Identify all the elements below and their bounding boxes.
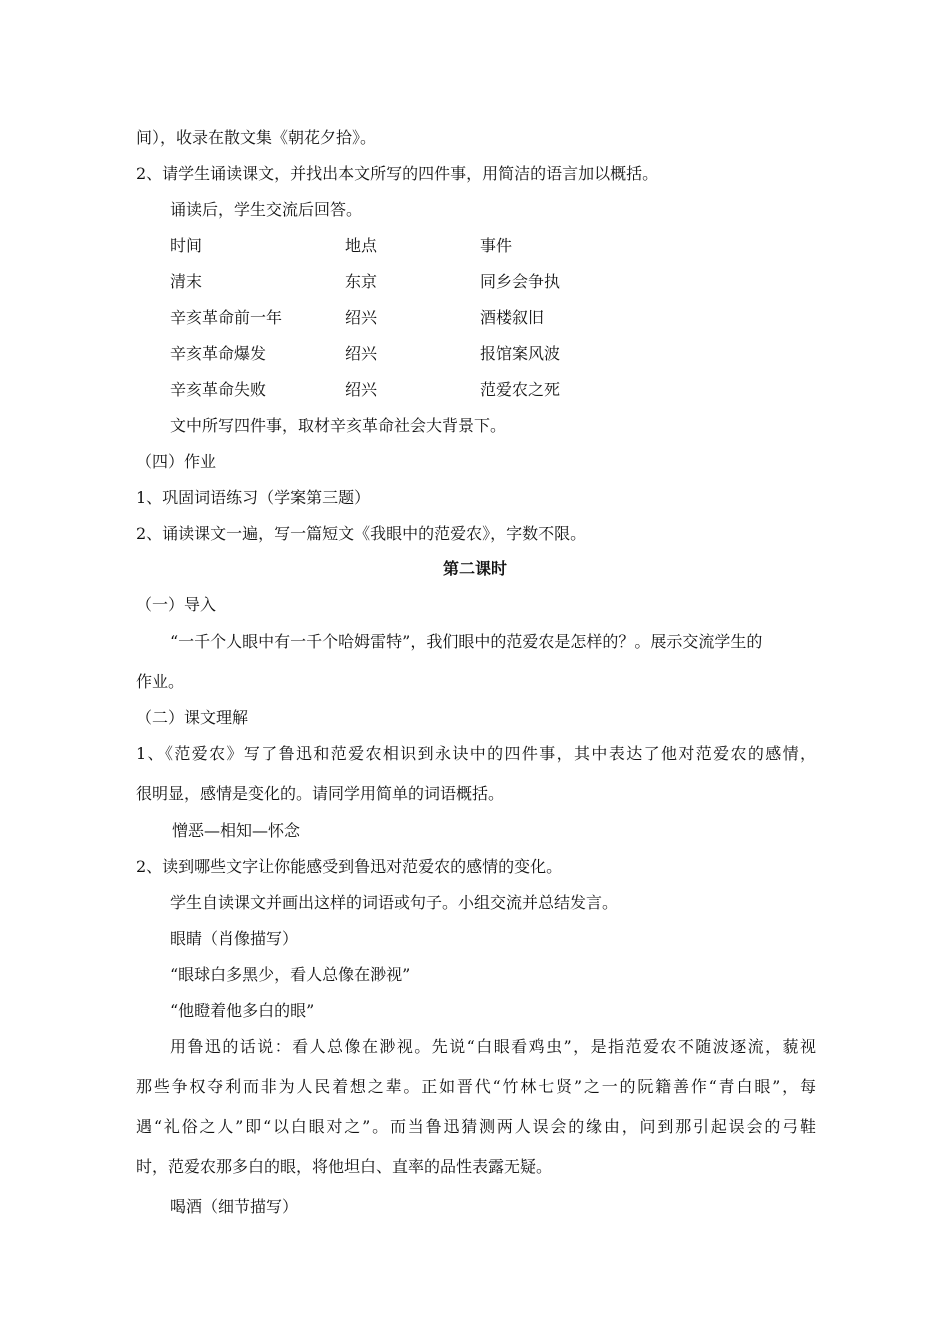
table-header-event: 事件 xyxy=(480,236,513,255)
table-cell: 酒楼叙旧 xyxy=(480,308,545,327)
paragraph-line: 用鲁迅的话说：看人总像在渺视。先说“白眼看鸡虫”，是指范爱农不随波逐流，藐视 xyxy=(170,1037,816,1056)
table-cell: 辛亥革命前一年 xyxy=(170,308,283,327)
section-heading: （二）课文理解 xyxy=(136,708,249,727)
table-cell: 同乡会争执 xyxy=(480,272,561,291)
paragraph-line: 2、读到哪些文字让你能感受到鲁迅对范爱农的感情的变化。 xyxy=(136,857,563,876)
paragraph-line: 喝酒（细节描写） xyxy=(170,1197,299,1216)
quote-line: “他瞪着他多白的眼” xyxy=(170,1001,315,1020)
table-cell: 范爱农之死 xyxy=(480,380,561,399)
table-header-place: 地点 xyxy=(345,236,378,255)
paragraph-line: 文中所写四件事，取材辛亥革命社会大背景下。 xyxy=(170,416,507,435)
quote-line: “眼球白多黑少，看人总像在渺视” xyxy=(170,965,411,984)
paragraph-line: 眼睛（肖像描写） xyxy=(170,929,299,948)
section-heading: （一）导入 xyxy=(136,595,217,614)
paragraph-line: 学生自读课文并画出这样的词语或句子。小组交流并总结发言。 xyxy=(170,893,619,912)
paragraph-line: 诵读后，学生交流后回答。 xyxy=(170,200,363,219)
paragraph-line: 那些争权夺利而非为人民着想之辈。正如晋代“竹林七贤”之一的阮籍善作“青白眼”，每 xyxy=(136,1077,816,1096)
table-cell: 东京 xyxy=(345,272,378,291)
paragraph-line: 2、请学生诵读课文，并找出本文所写的四件事，用简洁的语言加以概括。 xyxy=(136,164,659,183)
paragraph-line: 很明显，感情是变化的。请同学用简单的词语概括。 xyxy=(136,784,505,803)
lesson-title: 第二课时 xyxy=(442,559,507,578)
paragraph-line: “一千个人眼中有一千个哈姆雷特”，我们眼中的范爱农是怎样的？。展示交流学生的 xyxy=(170,632,763,651)
section-heading: （四）作业 xyxy=(136,452,217,471)
paragraph-line: 时，范爱农那多白的眼，将他坦白、直率的品性表露无疑。 xyxy=(136,1157,553,1176)
table-cell: 绍兴 xyxy=(345,344,378,363)
paragraph-line: 1、《范爱农》写了鲁迅和范爱农相识到永诀中的四件事，其中表达了他对范爱农的感情， xyxy=(136,744,816,763)
paragraph-line: 遇“礼俗之人”即“以白眼对之”。而当鲁迅猜测两人误会的缘由，问到那引起误会的弓鞋 xyxy=(136,1117,816,1136)
paragraph-line: 1、巩固词语练习（学案第三题） xyxy=(136,488,371,507)
table-cell: 辛亥革命失败 xyxy=(170,380,267,399)
table-cell: 绍兴 xyxy=(345,380,378,399)
table-header-time: 时间 xyxy=(170,236,203,255)
paragraph-line: 间），收录在散文集《朝花夕拾》。 xyxy=(136,128,377,147)
paragraph-line: 憎恶—相知—怀念 xyxy=(172,821,301,840)
paragraph-line: 作业。 xyxy=(136,672,185,691)
table-cell: 清末 xyxy=(170,272,203,291)
table-cell: 绍兴 xyxy=(345,308,378,327)
paragraph-line: 2、诵读课文一遍，写一篇短文《我眼中的范爱农》，字数不限。 xyxy=(136,524,587,543)
table-cell: 报馆案风波 xyxy=(480,344,561,363)
table-cell: 辛亥革命爆发 xyxy=(170,344,267,363)
